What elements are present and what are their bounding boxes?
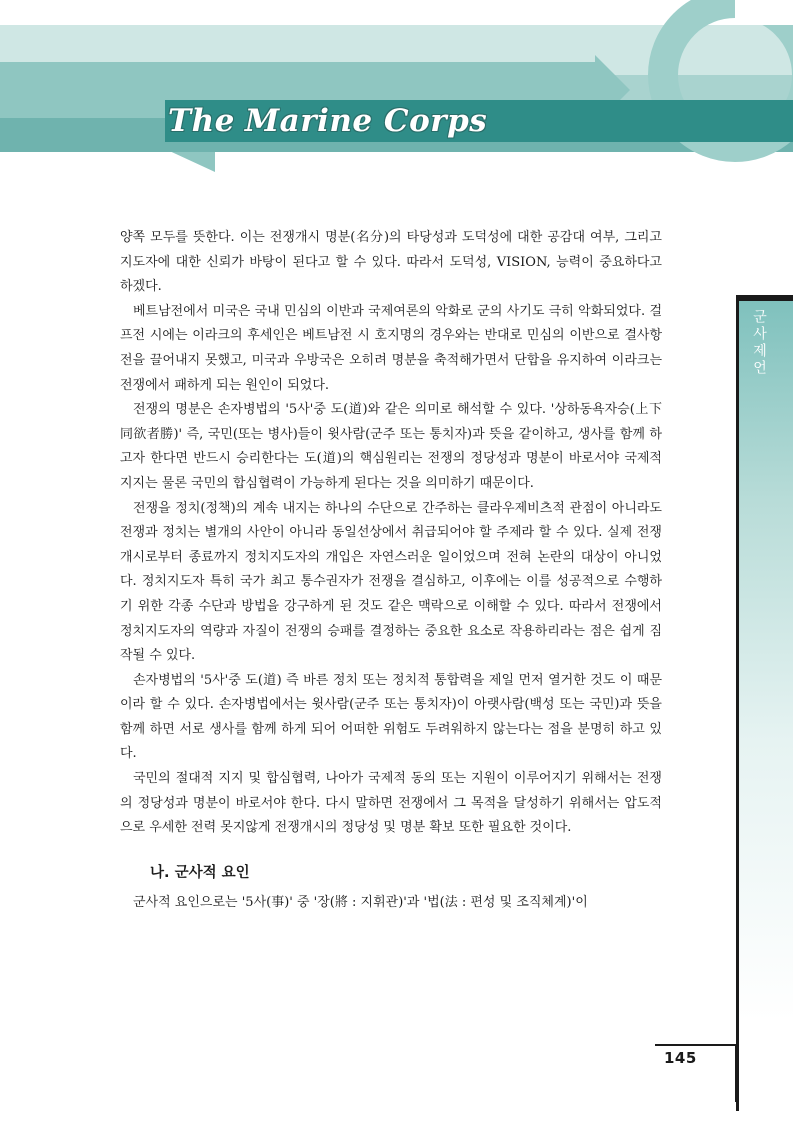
side-chapter-tab [736,295,793,1115]
paragraph-5: 손자병법의 '5사'중 도(道) 즉 바른 정치 또는 정치적 통합력을 제일 먼저 열거한 것도 이 때문이라 할 수 있다. 손자병법에서는 윗사람(군주 또는 통치자)이 아랫사람(백성 또는 국민)과 뜻을 함께 하면 서로 생사를 함께 하게 되어 어떠한 위험도 두려워하지 않는다는 점을 분명히 하고 있다. [120,672,662,762]
side-tab-top-rule [736,295,793,301]
paragraph-4: 전쟁을 정치(정책)의 계속 내지는 하나의 수단으로 간주하는 클라우제비츠적 관점이 아니라도 전쟁과 정치는 별개의 사안이 아니라 동일선상에서 취급되어야 할 주제라 할 수 있다. 실제 전쟁 개시로부터 종료까지 정치지도자의 개입은 자연스러운 일이었으며 전혀 논란의 대상이 아니었다. 정치지도자 특히 국가 최고 통수권자가 전쟁을 결심하고, 이후에는 이를 성공적으로 수행하기 위한 각종 수단과 방법을 강구하게 된 것도 같은 맥락으로 이해할 수 있다. 따라서 전쟁에서 정치지도자의 역량과 자질이 전쟁의 승패를 결정하는 중요한 요소로 작용하리라는 점은 쉽게 짐작될 수 있다. [120,500,662,664]
header-title-word-the: The [168,103,235,139]
side-tab-label: 군사제언 [751,309,767,377]
page-header-banner [0,0,793,200]
side-tab-gradient [736,301,793,1101]
page-number: 145 [664,1049,697,1067]
footer-rule [655,1044,738,1046]
side-tab-left-rule [736,301,739,1111]
footer-vertical-bar [735,1044,739,1102]
section-heading: 나. 군사적 요인 [150,864,250,881]
paragraph-3: 전쟁의 명분은 손자병법의 '5사'중 도(道)와 같은 의미로 해석할 수 있다. '상하동욕자승(上下同欲者勝)' 즉, 국민(또는 병사)들이 윗사람(군주 또는 통치자)과 뜻을 같이하고, 생사를 함께 하고자 한다면 반드시 승리한다는 도(道)의 핵심원리는 전쟁의 정당성과 명분이 바로서야 국제적 지지는 물론 국민의 합심협력이 가능하게 된다는 것을 의미하기 때문이다. [120,402,662,491]
body-text [120,226,662,916]
paragraph-6: 국민의 절대적 지지 및 합심협력, 나아가 국제적 동의 또는 지원이 이루어지기 위해서는 전쟁의 정당성과 명분이 바로서야 한다. 다시 말하면 전쟁에서 그 목적을 달성하기 위해서는 압도적으로 우세한 전력 못지않게 전쟁개시의 정당성 및 명분 확보 또한 필요한 것이다. [120,771,662,836]
section-first-line: 군사적 요인으로는 '5사(事)' 중 '장(將 : 지휘관)'과 '법(法 : 편성 및 조직체계)'이 [133,895,588,911]
header-graphic [0,0,793,200]
header-title-word-marine-corps: Marine Corps [244,103,488,139]
header-title [168,103,487,139]
paragraph-2: 베트남전에서 미국은 국내 민심의 이반과 국제여론의 악화로 군의 사기도 극히 악화되었다. 걸프전 시에는 이라크의 후세인은 베트남전 시 호지명의 경우와는 반대로 민심의 이반으로 결사항전을 끌어내지 못했고, 미국과 우방국은 오히려 명분을 축적해가면서 단합을 유지하여 이라크는 전쟁에서 패하게 되는 원인이 되었다. [120,303,662,393]
paragraph-1: 양쪽 모두를 뜻한다. 이는 전쟁개시 명분(名分)의 타당성과 도덕성에 대한 공감대 여부, 그리고 지도자에 대한 신뢰가 바탕이 된다고 할 수 있다. 따라서 도덕성, VISION, 능력이 중요하다고 하겠다. [120,230,662,295]
